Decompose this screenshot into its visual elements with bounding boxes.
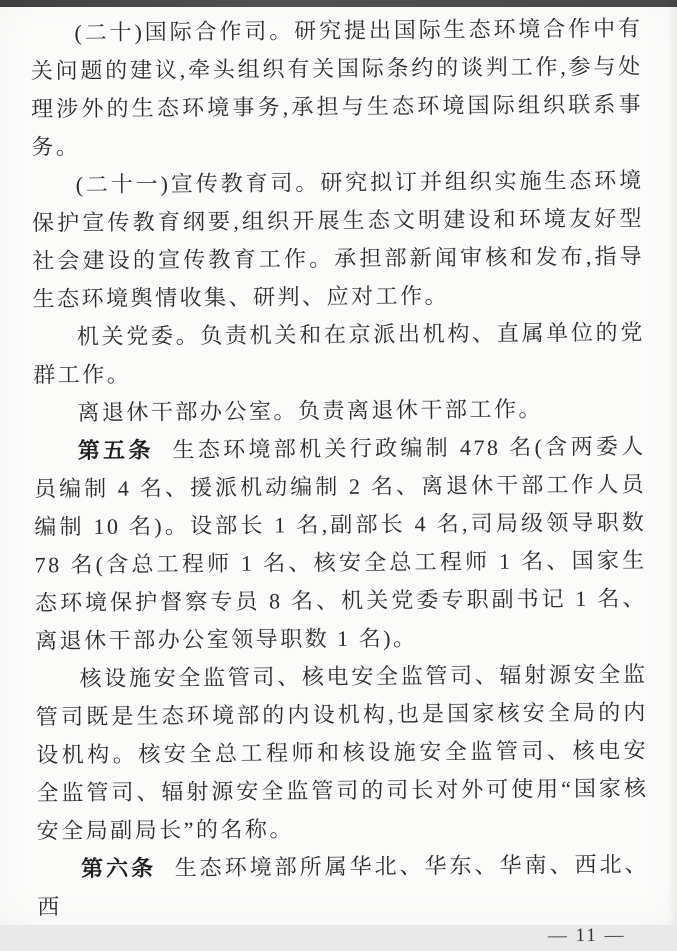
paragraph-text: 机关党委。负责机关和在京派出机构、直属单位的党群工作。 [33, 319, 645, 388]
paragraph-nuclear-safety-depts [35, 656, 648, 851]
paragraph-text: 核设施安全监管司、核电安全监管司、辐射源安全监管司既是生态环境部的内设机构,也是国家核安全局的内设机构。核安全总工程师和核设施安全监管司、核电安全监管司、辐射源安全监管司的司长对外可使用“国家核安全局副局长”的名称。 [35, 661, 649, 844]
article-number-label: 第六条 [80, 855, 157, 882]
paragraph-party-committee [33, 314, 646, 395]
paragraph-publicity-education [32, 162, 645, 319]
paragraph-text: 离退休干部办公室。负责离退休干部工作。 [77, 396, 544, 426]
paragraph-article-6 [37, 846, 650, 927]
paragraph-retired-cadres-office [33, 390, 645, 433]
page-number: — 11 — [547, 924, 626, 947]
paragraph-text: (二十)国际合作司。研究提出国际生态环境合作中有关问题的建议,牵头组织有关国际条约的谈判工作,参与处理涉外的生态环境事务,承担与生态环境国际组织联系事务。 [30, 15, 644, 160]
paragraph-text: 生态环境部机关行政编制 478 名(含两委人员编制 4 名、援派机动编制 2 名、离退休干部工作人员编制 10 名)。设部长 1 名,副部长 4 名,司局级领导职数 78 名(含总工程师 1 名、核安全总工程师 1 名、国家生态环境保护督察专员 8 名、机关党委专职副书记 1 名、离退休干部办公室领导职数 1 名)。 [33, 433, 648, 654]
scan-edge-shadow-right [667, 0, 677, 925]
scan-edge-artifact-top [0, 0, 677, 7]
paragraph-international-cooperation [30, 10, 643, 167]
article-number-label: 第五条 [77, 437, 154, 464]
document-text-block [30, 10, 649, 951]
paragraph-text: (二十一)宣传教育司。研究拟订并组织实施生态环境保护宣传教育纲要,组织开展生态文明建设和环境友好型社会建设的宣传教育工作。承担部新闻审核和发布,指导生态环境舆情收集、研判、应对工作。 [31, 167, 645, 312]
paragraph-text: 生态环境部所属华北、华东、华南、西北、西 [37, 851, 650, 920]
paragraph-article-5 [34, 428, 648, 661]
